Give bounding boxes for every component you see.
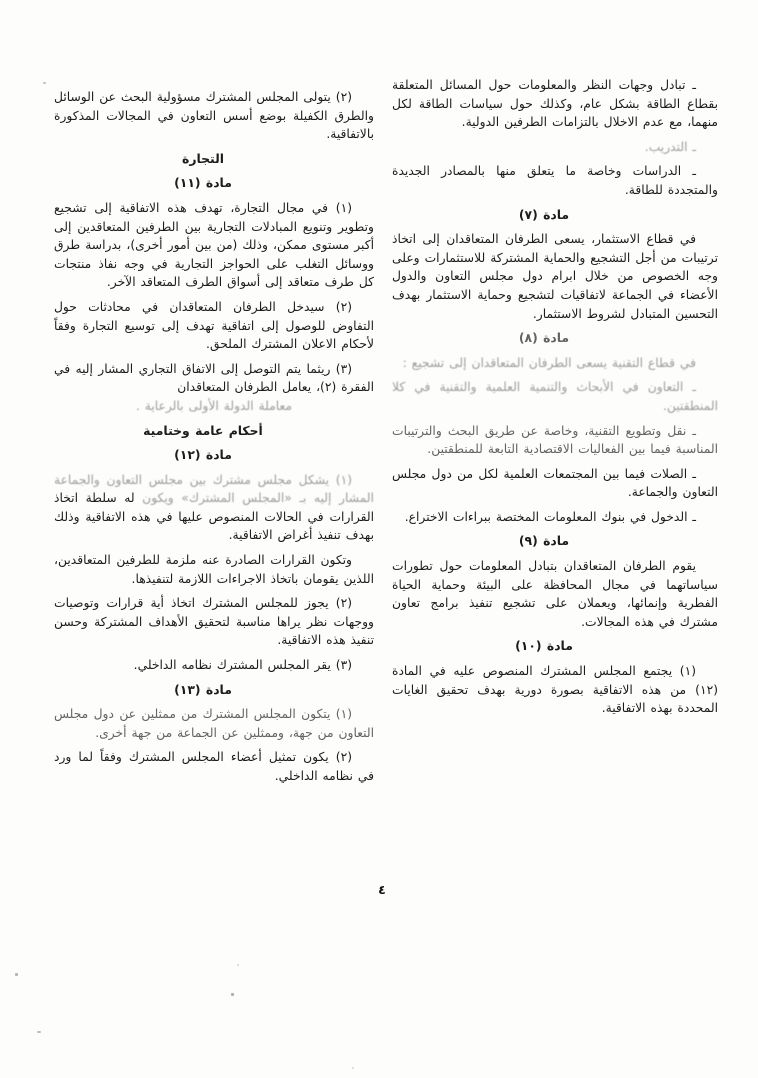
scan-speck: [237, 964, 239, 966]
paragraph: (١) في مجال التجارة، تهدف هذه الاتفاقية إلى تشجيع وتطوير وتنويع المبادلات التجارية بين الطرفين المتعاقدين إلى أكبر مستوى ممكن، وذلك (من بين أمور أخرى)، بدراسة طرق ووسائل التغلب على الحواجز التجارية في وجه نفاذ منتجات كل طرف متعاقد إلى أسواق الطرف المتعاقد الآخر.: [54, 200, 374, 290]
article-heading-13: مادة (١٣): [174, 681, 232, 697]
page-number: ٤: [378, 882, 386, 897]
paragraph: (١) يتكون المجلس المشترك من ممثلين عن دول مجلس التعاون من جهة، وممثلين عن الجماعة من جهة أخرى.: [54, 707, 374, 740]
scan-speck: [15, 973, 18, 976]
article-heading-9: مادة (٩): [518, 533, 570, 549]
paragraph: (٢) يكون تمثيل أعضاء المجلس المشترك وفقاً لما ورد في نظامه الداخلي.: [54, 750, 374, 783]
bullet-item: ـ الصلات فيما بين المجتمعات العلمية لكل من دول مجلس التعاون والجماعة.: [392, 466, 718, 500]
bullet-item: ـ التدريب.: [644, 139, 696, 154]
paragraph: في قطاع الاستثمار، يسعى الطرفان المتعاقدان إلى اتخاذ ترتيبات من أجل التشجيع والحماية المشتركة للاستثمارات وعلى وجه الخصوص من خلال ابرام دول مجلس التعاون والدول الأعضاء في الجماعة لاتفاقيات لتشجيع وحماية الاستثمار بهدف التحسين المتبادل لشروط الاستثمار.: [392, 232, 718, 321]
column-right: [392, 76, 718, 724]
paragraph: (٢) يتولى المجلس المشترك مسؤولية البحث عن الوسائل والطرق الكفيلة بوضع أسس التعاون في المجالات المذكورة بالاتفاقية.: [54, 90, 374, 142]
paragraph: (١) يجتمع المجلس المشترك المنصوص عليه في المادة (١٢) من هذه الاتفاقية بصورة دورية بهدف تحقيق الغايات المحددة بهذه الاتفاقية.: [392, 664, 718, 716]
bullet-item: ـ نقل وتطويع التقنية، وخاصة عن طريق البحث والترتيبات المناسبة فيما بين الفعاليات الاقتصادية التابعة للمنطقتين.: [392, 423, 718, 457]
paragraph-faded-tail: معاملة الدولة الأولى بالرعاية .: [135, 398, 293, 413]
bullet-item: ـ الدخول في بنوك المعلومات المختصة ببراءات الاختراع.: [404, 509, 696, 524]
bullet-item: ـ التعاون في الأبحاث والتنمية العلمية والتقنية في كلا المنطقتين.: [392, 380, 718, 413]
scan-speck: [37, 1031, 41, 1033]
article-heading-7: مادة (٧): [518, 206, 570, 222]
paragraph-faded-lead: (١) يشكل مجلس مشترك بين مجلس التعاون والجماعة المشار إليه بـ «المجلس المشترك» ويكون: [54, 472, 374, 506]
paragraph: (٢) يجوز للمجلس المشترك اتخاذ أية قرارات وتوصيات ووجهات نظر يراها مناسبة لتحقيق الأهداف المشتركة وحسن تنفيذ هذه الاتفاقية.: [54, 596, 374, 648]
paragraph: [54, 360, 374, 416]
paragraph: (٢) سيدخل الطرفان المتعاقدان في محادثات حول التفاوض للوصول إلى اتفاقية تهدف إلى توسيع التجارة وفقاً لأحكام الاعلان المشترك الملحق.: [54, 299, 374, 352]
section-heading-general-provisions: أحكام عامة وختامية: [143, 422, 263, 438]
article-heading-11: مادة (١١): [174, 175, 232, 191]
paragraph: (٣) يقر المجلس المشترك نظامه الداخلي.: [133, 658, 352, 673]
article-heading-8: مادة (٨): [518, 330, 570, 346]
scan-speck: [352, 1067, 354, 1069]
scan-speck: [231, 993, 234, 996]
bullet-item: ـ الدراسات وخاصة ما يتعلق منها بالمصادر الجديدة والمتجددة للطاقة.: [392, 164, 718, 197]
paragraph: يقوم الطرفان المتعاقدان بتبادل المعلومات حول تطورات سياساتهما في مجال المحافظة على البيئة وحماية الحياة الفطرية وإنمائها، ويعملان على تشجيع تنفيذ برامج تعاون مشترك في هذه المجالات.: [392, 559, 718, 629]
paragraph-text: له سلطة اتخاذ القرارات في الحالات المنصوص عليها في هذه الاتفاقية وذلك بهدف تنفيذ أغراض الاتفاقية.: [54, 491, 374, 543]
article-heading-10: مادة (١٠): [515, 638, 573, 654]
paragraph: وتكون القرارات الصادرة عنه ملزمة للطرفين المتعاقدين، اللذين يقومان باتخاذ الاجراءات اللازمة لتنفيذها.: [54, 553, 374, 586]
article-heading-12: مادة (١٢): [174, 447, 232, 463]
bullet-item: ـ تبادل وجهات النظر والمعلومات حول المسائل المتعلقة بقطاع الطاقة بشكل عام، وكذلك حول سياسات الطاقة لكل منهما، مع عدم الاخلال بالتزامات الطرفين الدولية.: [392, 78, 718, 130]
paragraph-text: (٣) ريثما يتم التوصل إلى الاتفاق التجاري المشار إليه في الفقرة (٢)، يعامل الطرفان المتعاقدان: [54, 361, 374, 395]
column-left: [54, 88, 374, 792]
section-heading-trade: التجارة: [182, 150, 224, 166]
scan-speck: [43, 82, 46, 84]
paragraph: [54, 471, 374, 545]
paragraph: في قطاع التقنية يسعى الطرفان المتعاقدان إلى تشجيع :: [402, 355, 696, 370]
